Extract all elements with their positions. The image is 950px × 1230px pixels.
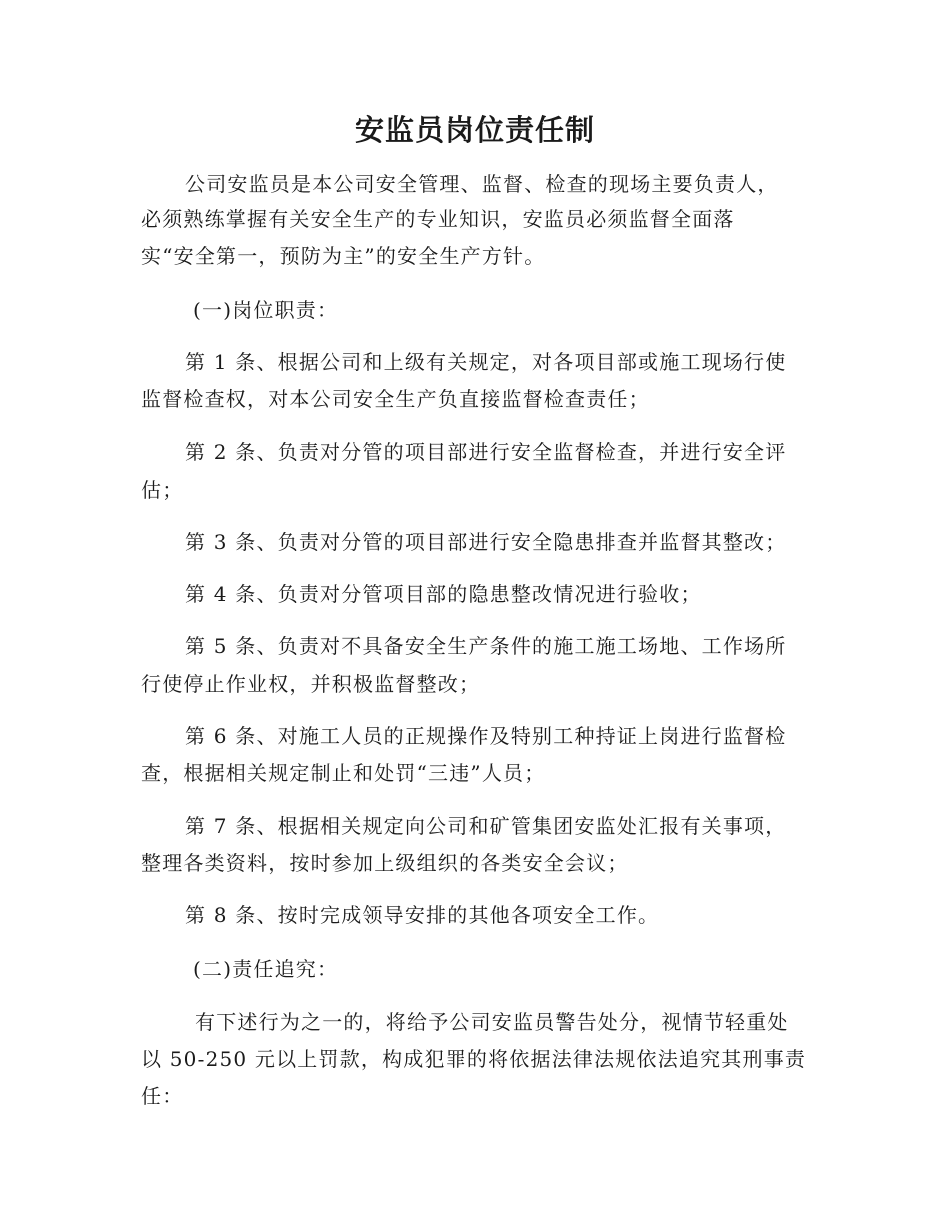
article-1-line-2: 监督检查权，对本公司安全生产负直接监督检查责任； xyxy=(141,387,650,411)
article-2-line-2: 估； xyxy=(141,478,184,502)
intro-line-2: 必须熟练掌握有关安全生产的专业知识，安监员必须监督全面落 xyxy=(141,207,735,231)
penalty-line-1: 有下述行为之一的，将给予公司安监员警告处分，视情节轻重处 xyxy=(195,1010,789,1034)
article-4: 第 4 条、负责对分管项目部的隐患整改情况进行验收； xyxy=(185,582,702,606)
article-7-line-2: 整理各类资料，按时参加上级组织的各类安全会议； xyxy=(141,851,629,875)
intro-line-3: 实“安全第一，预防为主”的安全生产方针。 xyxy=(141,244,546,268)
article-3: 第 3 条、负责对分管的项目部进行安全隐患排查并监督其整改； xyxy=(185,530,787,554)
article-6-line-1: 第 6 条、对施工人员的正规操作及特别工种持证上岗进行监督检 xyxy=(185,724,787,748)
document-title: 安监员岗位责任制 xyxy=(354,113,595,147)
article-1-line-1: 第 1 条、根据公司和上级有关规定，对各项目部或施工现场行使 xyxy=(185,350,787,374)
intro-line-1: 公司安监员是本公司安全管理、监督、检查的现场主要负责人， xyxy=(185,172,779,196)
penalty-line-3: 任： xyxy=(141,1084,184,1108)
section-heading-duties: (一)岗位职责： xyxy=(193,298,339,322)
article-6-line-2: 查，根据相关规定制止和处罚“三违”人员； xyxy=(141,761,546,785)
article-7-line-1: 第 7 条、根据相关规定向公司和矿管集团安监处汇报有关事项， xyxy=(185,814,787,838)
section-heading-accountability: (二)责任追究： xyxy=(193,957,339,981)
article-8: 第 8 条、按时完成领导安排的其他各项安全工作。 xyxy=(185,903,660,927)
article-5-line-2: 行使停止作业权，并积极监督整改； xyxy=(141,672,481,696)
article-5-line-1: 第 5 条、负责对不具备安全生产条件的施工施工场地、工作场所 xyxy=(185,634,787,658)
penalty-line-2: 以 50-250 元以上罚款，构成犯罪的将依据法律法规依法追究其刑事责 xyxy=(141,1047,807,1071)
article-2-line-1: 第 2 条、负责对分管的项目部进行安全监督检查，并进行安全评 xyxy=(185,440,787,464)
